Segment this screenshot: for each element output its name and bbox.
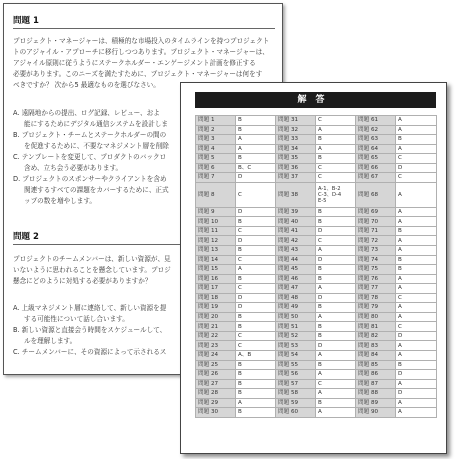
answer-cell: A xyxy=(316,351,356,361)
question-1-option-c: C. テンプレートを変更して、プロダクトのバックロ xyxy=(13,153,167,161)
question-1-option-d-cont: ップの数を増やします。 xyxy=(24,197,97,205)
answer-row xyxy=(196,322,437,332)
question-1-option-d: D. プロジェクトのスポンサーやクライアントを含め xyxy=(13,175,167,183)
question-number-cell: 問題 45 xyxy=(276,265,316,275)
answer-cell: A xyxy=(316,408,356,418)
question-number-cell: 問題 88 xyxy=(356,389,396,399)
question-number-cell: 問題 73 xyxy=(356,246,396,256)
answer-row xyxy=(196,226,437,236)
question-2-option-a: A. 上級マネジメント層に連絡して、新しい資源を提 xyxy=(13,304,167,312)
question-number-cell: 問題 40 xyxy=(276,217,316,227)
answer-cell: B xyxy=(316,322,356,332)
answer-row xyxy=(196,303,437,313)
answers-title: 解答 xyxy=(195,92,436,108)
answer-cell: C xyxy=(236,341,276,351)
question-number-cell: 問題 83 xyxy=(356,341,396,351)
question-number-cell: 問題 78 xyxy=(356,293,396,303)
answer-cell: A xyxy=(396,303,437,313)
question-number-cell: 問題 70 xyxy=(356,217,396,227)
question-number-cell: 問題 46 xyxy=(276,274,316,284)
answer-cell: C xyxy=(396,322,437,332)
answer-cell: D xyxy=(236,207,276,217)
question-1-option-c-cont: 含め、立ち会う必要があります。 xyxy=(24,164,123,172)
question-1-text-line: プロジェクト・マネージャーは、積極的な市場投入のタイムラインを持つプロジェクト xyxy=(13,37,270,45)
answer-cell: A xyxy=(396,246,437,256)
answer-cell: B xyxy=(236,246,276,256)
answer-row xyxy=(196,398,437,408)
question-number-cell: 問題 42 xyxy=(276,236,316,246)
answer-row xyxy=(196,182,437,207)
question-number-cell: 問題 10 xyxy=(196,217,236,227)
question-number-cell: 問題 31 xyxy=(276,116,316,126)
answer-cell: B xyxy=(236,312,276,322)
question-number-cell: 問題 86 xyxy=(356,370,396,380)
answer-cell: C xyxy=(316,163,356,173)
question-number-cell: 問題 80 xyxy=(356,312,396,322)
question-number-cell: 問題 85 xyxy=(356,360,396,370)
answer-cell: A-1、B-2 C-3、D-4 E-5 xyxy=(316,182,356,207)
answer-row xyxy=(196,312,437,322)
answer-cell: D xyxy=(396,163,437,173)
question-number-cell: 問題 26 xyxy=(196,370,236,380)
answer-cell: D xyxy=(316,255,356,265)
question-number-cell: 問題 76 xyxy=(356,274,396,284)
question-number-cell: 問題 37 xyxy=(276,173,316,183)
answer-cell: C xyxy=(396,173,437,183)
question-2-option-c: C. チームメンバーに、その資源によって示されるス xyxy=(13,348,167,356)
question-number-cell: 問題 30 xyxy=(196,408,236,418)
question-number-cell: 問題 6 xyxy=(196,163,236,173)
answer-cell: B xyxy=(396,255,437,265)
answer-row xyxy=(196,144,437,154)
question-number-cell: 問題 87 xyxy=(356,379,396,389)
answer-cell: B xyxy=(236,322,276,332)
answer-cell: A xyxy=(316,125,356,135)
question-number-cell: 問題 50 xyxy=(276,312,316,322)
answer-cell: D xyxy=(236,236,276,246)
answer-cell: A xyxy=(396,207,437,217)
answer-cell: C xyxy=(236,255,276,265)
question-number-cell: 問題 51 xyxy=(276,322,316,332)
answer-cell: A xyxy=(316,284,356,294)
answer-row xyxy=(196,360,437,370)
answer-cell: A xyxy=(236,265,276,275)
answer-cell: B xyxy=(316,398,356,408)
answer-cell: A xyxy=(316,312,356,322)
answer-cell: A xyxy=(396,398,437,408)
question-number-cell: 問題 36 xyxy=(276,163,316,173)
question-number-cell: 問題 75 xyxy=(356,265,396,275)
question-number-cell: 問題 52 xyxy=(276,331,316,341)
answer-cell: B xyxy=(396,226,437,236)
answer-cell: B xyxy=(236,116,276,126)
question-1-option-b-cont: を促進するために、不要なマネジメント層を削除 xyxy=(24,142,169,150)
answer-cell: B xyxy=(396,360,437,370)
answer-cell: D xyxy=(236,173,276,183)
question-1-option-d-cont: 関連するすべての課題をカバーするために、正式 xyxy=(24,186,169,194)
answer-cell: B xyxy=(316,207,356,217)
answer-row xyxy=(196,293,437,303)
question-number-cell: 問題 28 xyxy=(196,389,236,399)
answer-cell: D xyxy=(316,341,356,351)
question-1-option-a-cont: 能にするためにデジタル通信システムを設計しま xyxy=(24,120,169,128)
question-number-cell: 問題 41 xyxy=(276,226,316,236)
answer-row xyxy=(196,341,437,351)
question-number-cell: 問題 64 xyxy=(356,144,396,154)
question-number-cell: 問題 55 xyxy=(276,360,316,370)
question-number-cell: 問題 53 xyxy=(276,341,316,351)
answer-cell: B xyxy=(316,265,356,275)
answer-cell: A xyxy=(396,284,437,294)
answer-cell: A xyxy=(396,182,437,207)
answer-cell: D xyxy=(396,370,437,380)
answer-cell: C xyxy=(236,182,276,207)
question-number-cell: 問題 63 xyxy=(356,135,396,145)
question-1-text-line: アジャイル原則に従うようにステークホルダー・エンゲージメント計画を修正する xyxy=(13,59,256,67)
answer-row xyxy=(196,163,437,173)
answer-cell: A xyxy=(396,312,437,322)
question-number-cell: 問題 39 xyxy=(276,207,316,217)
question-number-cell: 問題 43 xyxy=(276,246,316,256)
answer-row xyxy=(196,125,437,135)
answer-cell: A xyxy=(396,144,437,154)
question-number-cell: 問題 61 xyxy=(356,116,396,126)
answer-cell: B xyxy=(316,154,356,164)
question-number-cell: 問題 9 xyxy=(196,207,236,217)
answer-row xyxy=(196,284,437,294)
question-number-cell: 問題 68 xyxy=(356,182,396,207)
answer-cell: B、C xyxy=(236,163,276,173)
answer-cell: A xyxy=(396,236,437,246)
answer-cell: D xyxy=(396,389,437,399)
answer-cell: D xyxy=(236,293,276,303)
question-number-cell: 問題 38 xyxy=(276,182,316,207)
answer-cell: C xyxy=(236,226,276,236)
answer-cell: D xyxy=(316,293,356,303)
question-number-cell: 問題 29 xyxy=(196,398,236,408)
question-1-text-line: べきですか？ 次から5 最適なものを選びなさい。 xyxy=(13,81,160,89)
question-number-cell: 問題 58 xyxy=(276,389,316,399)
question-number-cell: 問題 66 xyxy=(356,163,396,173)
answer-cell: A xyxy=(396,217,437,227)
answer-cell: B xyxy=(236,389,276,399)
answer-cell: C xyxy=(316,173,356,183)
answer-cell: B xyxy=(316,274,356,284)
question-number-cell: 問題 3 xyxy=(196,135,236,145)
question-number-cell: 問題 35 xyxy=(276,154,316,164)
question-number-cell: 問題 44 xyxy=(276,255,316,265)
answer-cell: A xyxy=(316,246,356,256)
question-number-cell: 問題 21 xyxy=(196,322,236,332)
question-1-heading: 問題 1 xyxy=(13,16,39,26)
answer-cell: A、B xyxy=(236,351,276,361)
question-number-cell: 問題 74 xyxy=(356,255,396,265)
question-number-cell: 問題 90 xyxy=(356,408,396,418)
question-number-cell: 問題 12 xyxy=(196,236,236,246)
question-number-cell: 問題 65 xyxy=(356,154,396,164)
question-number-cell: 問題 8 xyxy=(196,182,236,207)
question-2-option-b: B. 新しい資源と直接会う時間をスケジュールして、 xyxy=(13,326,167,334)
answer-cell: B xyxy=(236,217,276,227)
question-number-cell: 問題 27 xyxy=(196,379,236,389)
answer-cell: C xyxy=(236,284,276,294)
answer-cell: A xyxy=(236,398,276,408)
question-number-cell: 問題 19 xyxy=(196,303,236,313)
question-number-cell: 問題 54 xyxy=(276,351,316,361)
answer-row xyxy=(196,154,437,164)
answer-cell: B xyxy=(236,154,276,164)
answer-cell: A xyxy=(236,135,276,145)
question-1-option-b: B. プロジェクト・チームとステークホルダーの間の xyxy=(13,131,167,139)
answer-cell: B xyxy=(236,408,276,418)
answer-cell: C xyxy=(396,154,437,164)
question-number-cell: 問題 18 xyxy=(196,293,236,303)
answer-cell: A xyxy=(396,274,437,284)
question-1-text-line: 必要があります。このニーズを満たすために、プロジェクト・マネージャーは何をす xyxy=(13,70,263,78)
question-number-cell: 問題 82 xyxy=(356,331,396,341)
answer-row xyxy=(196,379,437,389)
question-number-cell: 問題 72 xyxy=(356,236,396,246)
answer-table xyxy=(195,115,437,418)
answer-cell: B xyxy=(236,370,276,380)
question-number-cell: 問題 32 xyxy=(276,125,316,135)
question-number-cell: 問題 49 xyxy=(276,303,316,313)
answer-cell: B xyxy=(316,217,356,227)
question-number-cell: 問題 17 xyxy=(196,284,236,294)
question-number-cell: 問題 69 xyxy=(356,207,396,217)
question-number-cell: 問題 79 xyxy=(356,303,396,313)
answer-sheet xyxy=(180,82,447,454)
question-number-cell: 問題 60 xyxy=(276,408,316,418)
answer-cell: A xyxy=(236,144,276,154)
answer-row xyxy=(196,274,437,284)
question-number-cell: 問題 15 xyxy=(196,265,236,275)
question-number-cell: 問題 71 xyxy=(356,226,396,236)
answer-row xyxy=(196,217,437,227)
answer-cell: B xyxy=(316,331,356,341)
answer-cell: A xyxy=(316,144,356,154)
question-number-cell: 問題 23 xyxy=(196,341,236,351)
question-number-cell: 問題 48 xyxy=(276,293,316,303)
question-number-cell: 問題 20 xyxy=(196,312,236,322)
question-number-cell: 問題 24 xyxy=(196,351,236,361)
answer-row xyxy=(196,246,437,256)
answer-row xyxy=(196,173,437,183)
question-number-cell: 問題 22 xyxy=(196,331,236,341)
answer-cell: B xyxy=(396,265,437,275)
answer-cell: B xyxy=(316,135,356,145)
question-number-cell: 問題 25 xyxy=(196,360,236,370)
answer-cell: B xyxy=(236,360,276,370)
answer-cell: B xyxy=(316,360,356,370)
question-1-text-line: トのアジャイル・アプローチに移行しつつあります。プロジェクト・マネージャーは、 xyxy=(13,48,269,56)
answer-cell: A xyxy=(396,408,437,418)
question-number-cell: 問題 34 xyxy=(276,144,316,154)
question-2-text-line: 懸念にどのように対処する必要がありますか？ xyxy=(13,277,152,285)
question-2-text-line: いないように思われることを懸念しています。プロジ xyxy=(13,266,171,274)
question-number-cell: 問題 62 xyxy=(356,125,396,135)
question-number-cell: 問題 77 xyxy=(356,284,396,294)
question-number-cell: 問題 84 xyxy=(356,351,396,361)
question-number-cell: 問題 11 xyxy=(196,226,236,236)
question-number-cell: 問題 5 xyxy=(196,154,236,164)
question-number-cell: 問題 81 xyxy=(356,322,396,332)
question-number-cell: 問題 7 xyxy=(196,173,236,183)
question-number-cell: 問題 47 xyxy=(276,284,316,294)
question-2-option-a-cont: する可能性について話し合います。 xyxy=(24,315,129,323)
answer-row xyxy=(196,116,437,126)
answer-cell: C xyxy=(316,379,356,389)
question-number-cell: 問題 13 xyxy=(196,246,236,256)
answer-cell: B xyxy=(396,135,437,145)
answer-row xyxy=(196,207,437,217)
question-number-cell: 問題 1 xyxy=(196,116,236,126)
answer-cell: D xyxy=(316,226,356,236)
question-number-cell: 問題 14 xyxy=(196,255,236,265)
answer-row xyxy=(196,135,437,145)
answer-row xyxy=(196,408,437,418)
answer-row xyxy=(196,351,437,361)
question-2-text-line: プロジェクトのチームメンバーは、新しい資源が、見 xyxy=(13,255,171,263)
answer-cell: B xyxy=(236,125,276,135)
question-number-cell: 問題 4 xyxy=(196,144,236,154)
answer-row xyxy=(196,389,437,399)
answer-cell: C xyxy=(316,236,356,246)
answer-cell: C xyxy=(316,116,356,126)
answer-cell: B xyxy=(316,303,356,313)
question-2-heading: 問題 2 xyxy=(13,232,39,242)
question-number-cell: 問題 57 xyxy=(276,379,316,389)
answer-cell: A xyxy=(316,370,356,380)
heading-divider xyxy=(13,28,275,29)
question-number-cell: 問題 67 xyxy=(356,173,396,183)
question-number-cell: 問題 56 xyxy=(276,370,316,380)
answer-cell: A xyxy=(396,116,437,126)
answer-cell: C xyxy=(396,293,437,303)
question-number-cell: 問題 16 xyxy=(196,274,236,284)
answer-cell: A xyxy=(396,341,437,351)
question-number-cell: 問題 89 xyxy=(356,398,396,408)
question-number-cell: 問題 2 xyxy=(196,125,236,135)
question-number-cell: 問題 59 xyxy=(276,398,316,408)
answer-row xyxy=(196,236,437,246)
answer-cell: C xyxy=(236,331,276,341)
answer-cell: B xyxy=(236,379,276,389)
answer-row xyxy=(196,331,437,341)
answer-row xyxy=(196,255,437,265)
answer-cell: A xyxy=(396,125,437,135)
answer-cell: A xyxy=(396,351,437,361)
answer-cell: A xyxy=(396,379,437,389)
answer-row xyxy=(196,265,437,275)
question-number-cell: 問題 33 xyxy=(276,135,316,145)
answer-row xyxy=(196,370,437,380)
answer-cell: D xyxy=(396,331,437,341)
answer-cell: D xyxy=(236,303,276,313)
question-1-option-a: A. 遠隔地からの提出、ログ記録、レビュー、およ xyxy=(13,109,160,117)
question-2-option-b-cont: ルを理解します。 xyxy=(24,337,77,345)
answer-cell: A xyxy=(316,389,356,399)
answer-cell: B xyxy=(236,274,276,284)
